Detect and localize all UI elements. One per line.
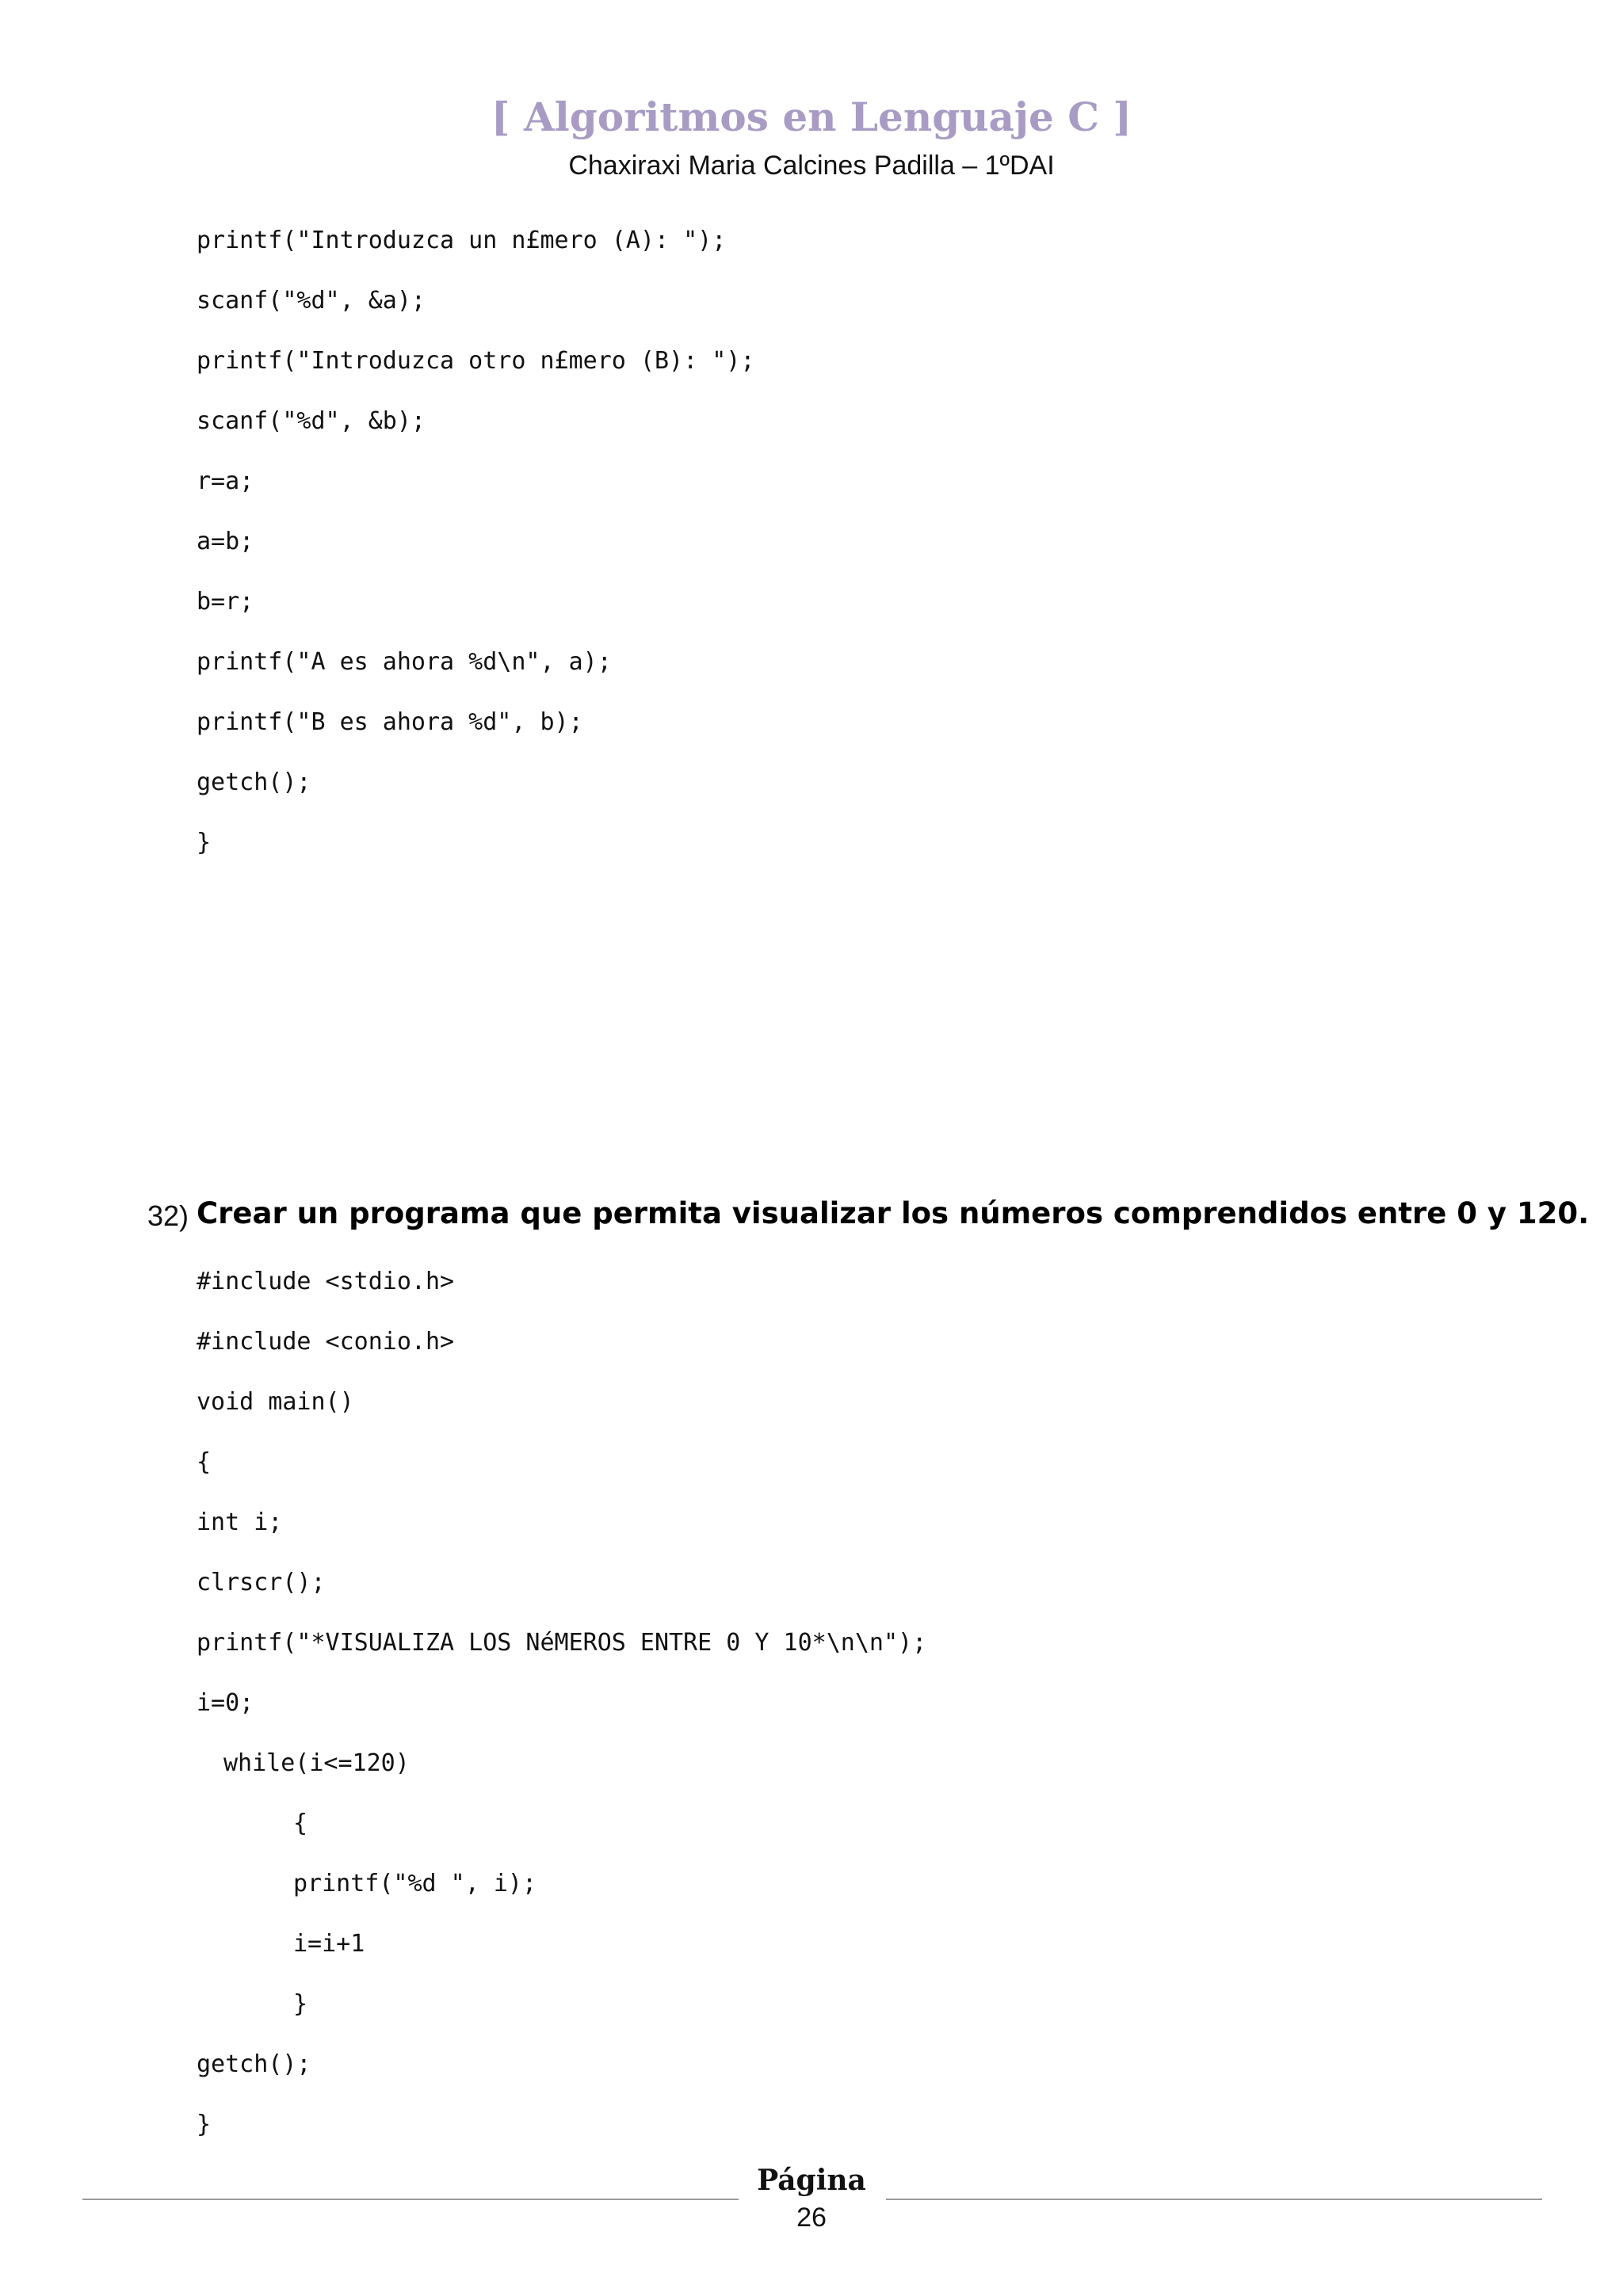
code-line: scanf("%d", &b); bbox=[197, 407, 426, 435]
exercise-title: Crear un programa que permita visualizar los números comprendidos entre 0 y 120. bbox=[197, 1196, 1590, 1230]
code-line: clrscr(); bbox=[197, 1569, 326, 1596]
code-line: } bbox=[197, 2111, 212, 2138]
code-line: scanf("%d", &a); bbox=[197, 287, 426, 315]
code-line: i=0; bbox=[197, 1689, 254, 1717]
code-line: printf("Introduzca un n£mero (A): "); bbox=[197, 227, 727, 254]
footer-page-label: Página bbox=[757, 2164, 866, 2197]
code-line: { bbox=[293, 1810, 308, 1837]
document-title: [ Algoritmos en Lenguaje C ] bbox=[491, 93, 1132, 140]
exercise-number: 32) bbox=[147, 1199, 189, 1232]
code-line: printf("A es ahora %d\n", a); bbox=[197, 648, 612, 676]
document-author: Chaxiraxi Maria Calcines Padilla – 1ºDAI bbox=[568, 151, 1055, 181]
code-line: a=b; bbox=[197, 528, 254, 555]
code-line: while(i<=120) bbox=[223, 1749, 410, 1777]
code-line: void main() bbox=[197, 1388, 354, 1416]
code-line: b=r; bbox=[197, 588, 254, 616]
code-line: { bbox=[197, 1448, 212, 1476]
code-line: printf("Introduzca otro n£mero (B): "); bbox=[197, 347, 755, 375]
code-line: printf("B es ahora %d", b); bbox=[197, 708, 583, 736]
code-line: r=a; bbox=[197, 467, 254, 495]
code-line: #include <conio.h> bbox=[197, 1328, 455, 1356]
footer-page-number: 26 bbox=[796, 2203, 827, 2233]
code-line: getch(); bbox=[197, 2050, 311, 2078]
code-line: getch(); bbox=[197, 769, 311, 796]
code-line: printf("%d ", i); bbox=[293, 1870, 537, 1897]
footer-rule-left bbox=[82, 2199, 739, 2200]
code-line: #include <stdio.h> bbox=[197, 1268, 455, 1295]
code-line: printf("*VISUALIZA LOS NéMEROS ENTRE 0 Y 10*\n\n"); bbox=[197, 1629, 927, 1657]
code-line: i=i+1 bbox=[293, 1930, 365, 1958]
footer-rule-right bbox=[886, 2199, 1542, 2200]
code-line: int i; bbox=[197, 1508, 283, 1536]
code-line: } bbox=[197, 829, 212, 856]
code-line: } bbox=[293, 1990, 308, 2018]
